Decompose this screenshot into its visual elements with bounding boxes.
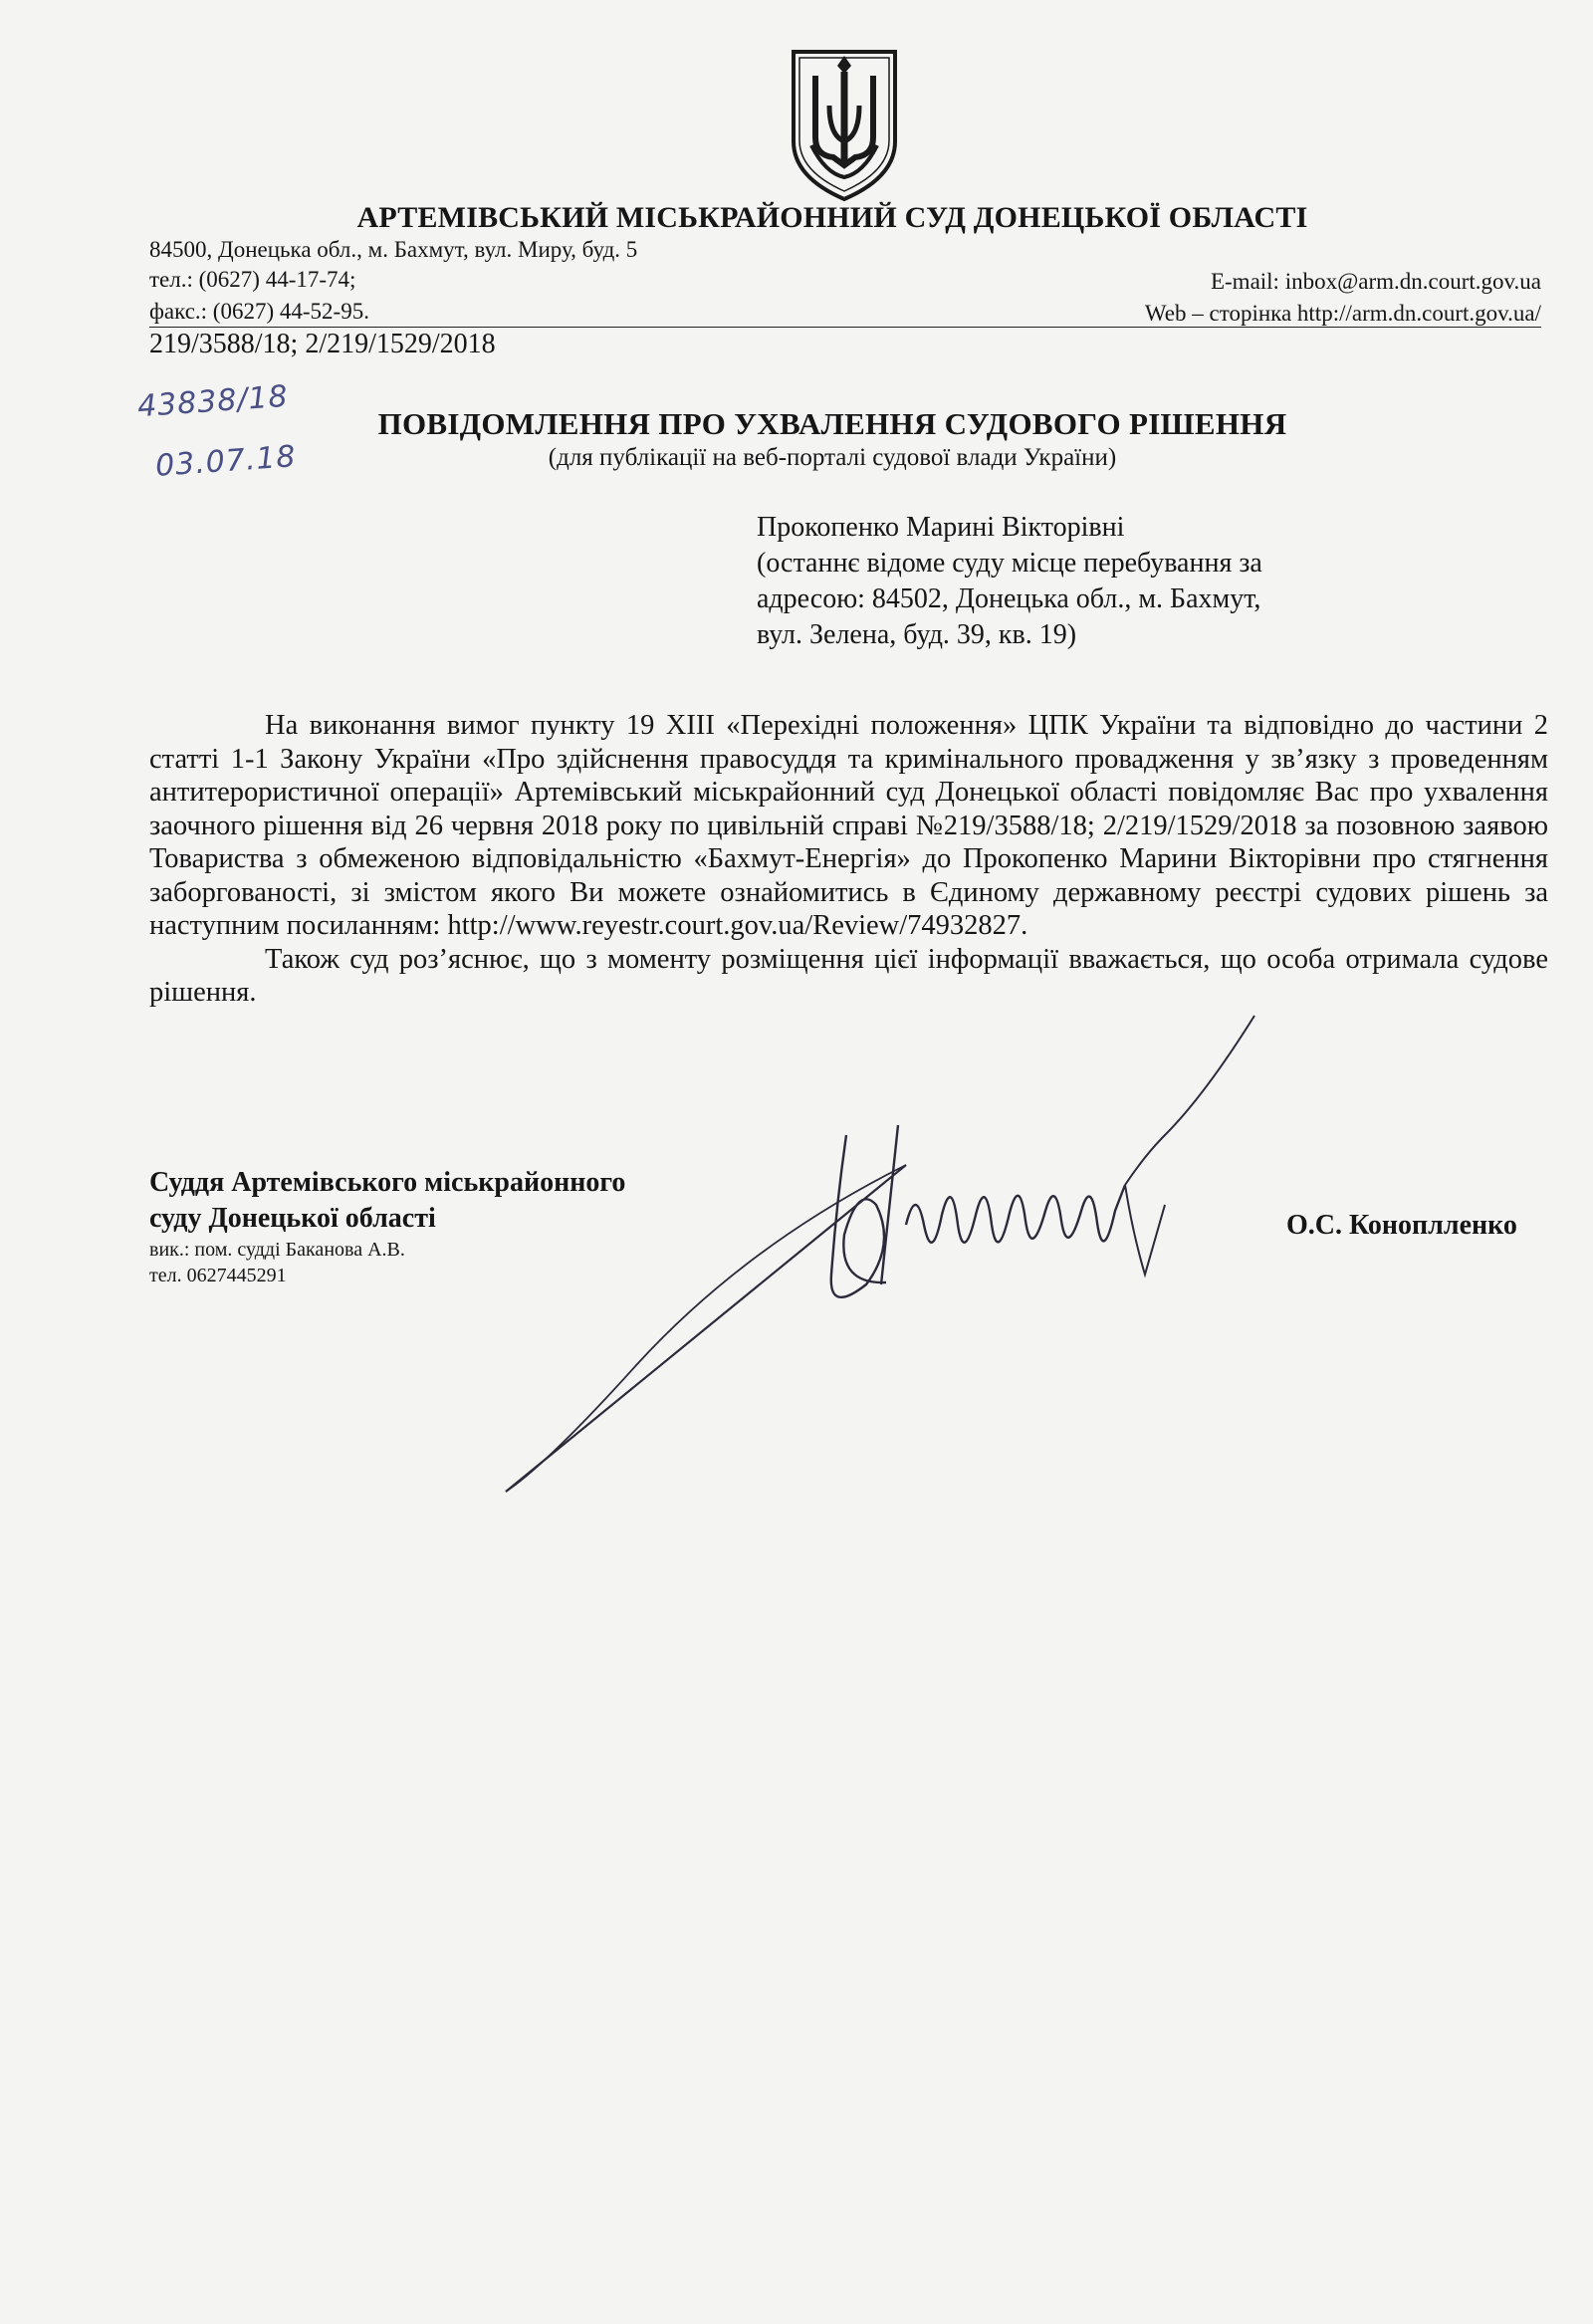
- court-name-heading: АРТЕМІВСЬКИЙ МІСЬКРАЙОННИЙ СУД ДОНЕЦЬКОЇ ОБЛАСТІ: [356, 201, 1308, 234]
- handwritten-registration-number: 43838/18: [135, 378, 290, 425]
- court-fax: факс.: (0627) 44-52-95.: [149, 299, 369, 324]
- executor-phone: тел. 0627445291: [149, 1265, 287, 1286]
- handwritten-date: 03.07.18: [153, 439, 298, 484]
- notice-body: [149, 709, 1548, 1010]
- court-phone: тел.: (0627) 44-17-74;: [149, 267, 356, 292]
- executor-name: вик.: пом. судді Баканова А.В.: [149, 1239, 405, 1261]
- case-number: 219/3588/18; 2/219/1529/2018: [149, 329, 496, 359]
- recipient-name: Прокопенко Марині Вікторівні: [757, 512, 1125, 543]
- recipient-block: [757, 510, 1474, 653]
- handwritten-signature: [488, 986, 1384, 1523]
- notice-paragraph: На виконання вимог пункту 19 ХІІІ «Перехідні положення» ЦПК України та відповідно до частини 2 статті 1-1 Закону України «Про здійснення правосуддя та кримінального провадження у зв’язку з проведенням антитерористичної операції» Артемівський міськрайонний суд Донецької області повідомляє Вас про ухвалення заочного рішення від 26 червня 2018 року по цивільній справі №219/3588/18; 2/219/1529/2018 за позовною заявою Товариства з обмеженою відповідальністю «Бахмут-Енергія» до Прокопенко Марини Вікторівни про стягнення заборгованості, зі змістом якого Ви можете ознайомитись в Єдиному державному реєстрі судових рішень за наступним посиланням: http://www.reyestr.court.gov.ua/Review/74932827.: [149, 710, 1548, 941]
- recipient-address-line: (останнє відоме суду місце перебування за: [757, 548, 1262, 579]
- court-email: E-mail: inbox@arm.dn.court.gov.ua: [1210, 269, 1541, 294]
- judge-name: О.С. Коноплленко: [1286, 1210, 1517, 1241]
- recipient-address-line: вул. Зелена, буд. 39, кв. 19): [757, 619, 1077, 650]
- document-title: ПОВІДОМЛЕННЯ ПРО УХВАЛЕННЯ СУДОВОГО РІШЕННЯ: [377, 406, 1287, 441]
- notice-paragraph: Також суд роз’яснює, що з моменту розміщення цієї інформації вважається, що особа отримала судове рішення.: [149, 943, 1548, 1008]
- judge-title-line: Суддя Артемівського міськрайонного: [149, 1167, 626, 1198]
- trident-coat-of-arms-icon: [786, 46, 903, 203]
- court-address: 84500, Донецька обл., м. Бахмут, вул. Миру, буд. 5: [149, 237, 638, 262]
- document-subtitle: (для публікації на веб-порталі судової влади України): [548, 444, 1117, 471]
- court-website: Web – сторінка http://arm.dn.court.gov.ua/: [1144, 301, 1541, 326]
- header-divider: [149, 327, 1541, 328]
- recipient-address-line: адресою: 84502, Донецька обл., м. Бахмут,: [757, 583, 1261, 614]
- judge-title-line: суду Донецької області: [149, 1203, 436, 1234]
